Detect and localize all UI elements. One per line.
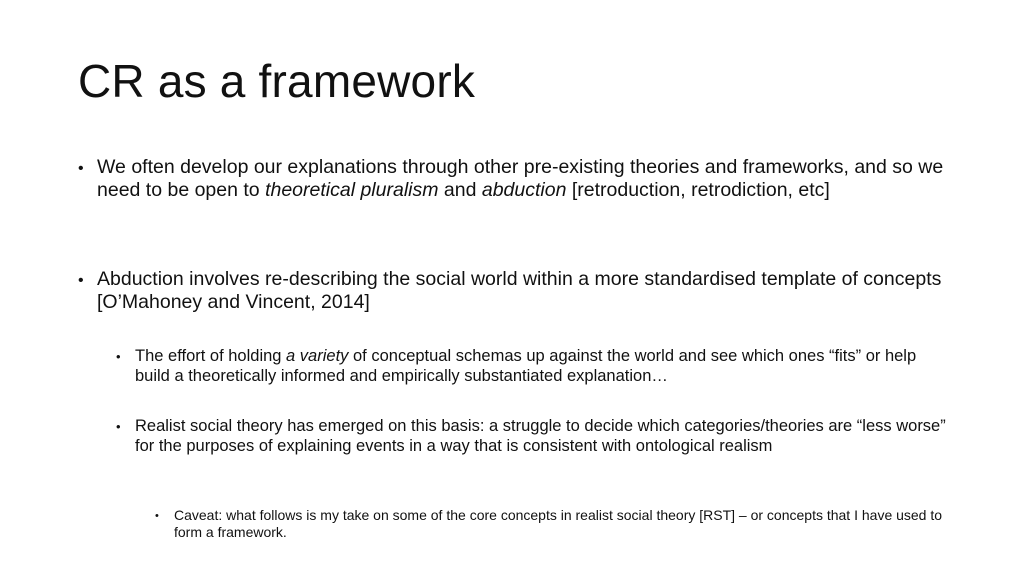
bullet-text-segment: [retroduction, retrodiction, etc] <box>566 179 830 201</box>
slide-title: CR as a framework <box>78 55 476 107</box>
bullet-text-segment: The effort of holding <box>135 347 287 365</box>
bullet-text: Realist social theory has emerged on this basis: a struggle to decide which categories/theories are “less worse” for the purposes of explaining events in a way that is consistent with ontological realism <box>135 417 946 455</box>
bullet-marker-icon: • <box>78 272 84 289</box>
sub-bullet-item-2 <box>116 416 946 456</box>
bullet-marker-icon: • <box>155 510 159 522</box>
bullet-text-segment: and <box>438 179 482 201</box>
bullet-item-1 <box>78 156 958 202</box>
bullet-marker-icon: • <box>78 160 84 177</box>
bullet-text: Abduction involves re-describing the social world within a more standardised template of concepts [O’Mahoney and Vincent, 2014] <box>97 268 942 313</box>
bullet-emphasis: abduction <box>481 179 567 201</box>
bullet-text <box>97 156 958 202</box>
bullet-marker-icon: • <box>116 419 121 434</box>
bullet-text-segment: of conceptual schemas up against the world and see which ones “fits” or help build a theoretically informed and empirically substantiated explanation… <box>135 347 917 385</box>
bullet-emphasis: a variety <box>286 347 349 365</box>
bullet-item-2 <box>78 268 958 314</box>
sub-sub-bullet-item-1 <box>155 507 955 541</box>
bullet-text <box>135 346 946 386</box>
bullet-marker-icon: • <box>116 349 121 364</box>
bullet-text-segment: We often develop our explanations through other pre-existing theories and frameworks, and so we need to be open to <box>97 156 944 201</box>
bullet-emphasis: theoretical pluralism <box>265 179 439 201</box>
bullet-text: Caveat: what follows is my take on some of the core concepts in realist social theory [RST] – or concepts that I have used to form a framework. <box>174 507 943 540</box>
sub-bullet-item-1 <box>116 346 946 386</box>
